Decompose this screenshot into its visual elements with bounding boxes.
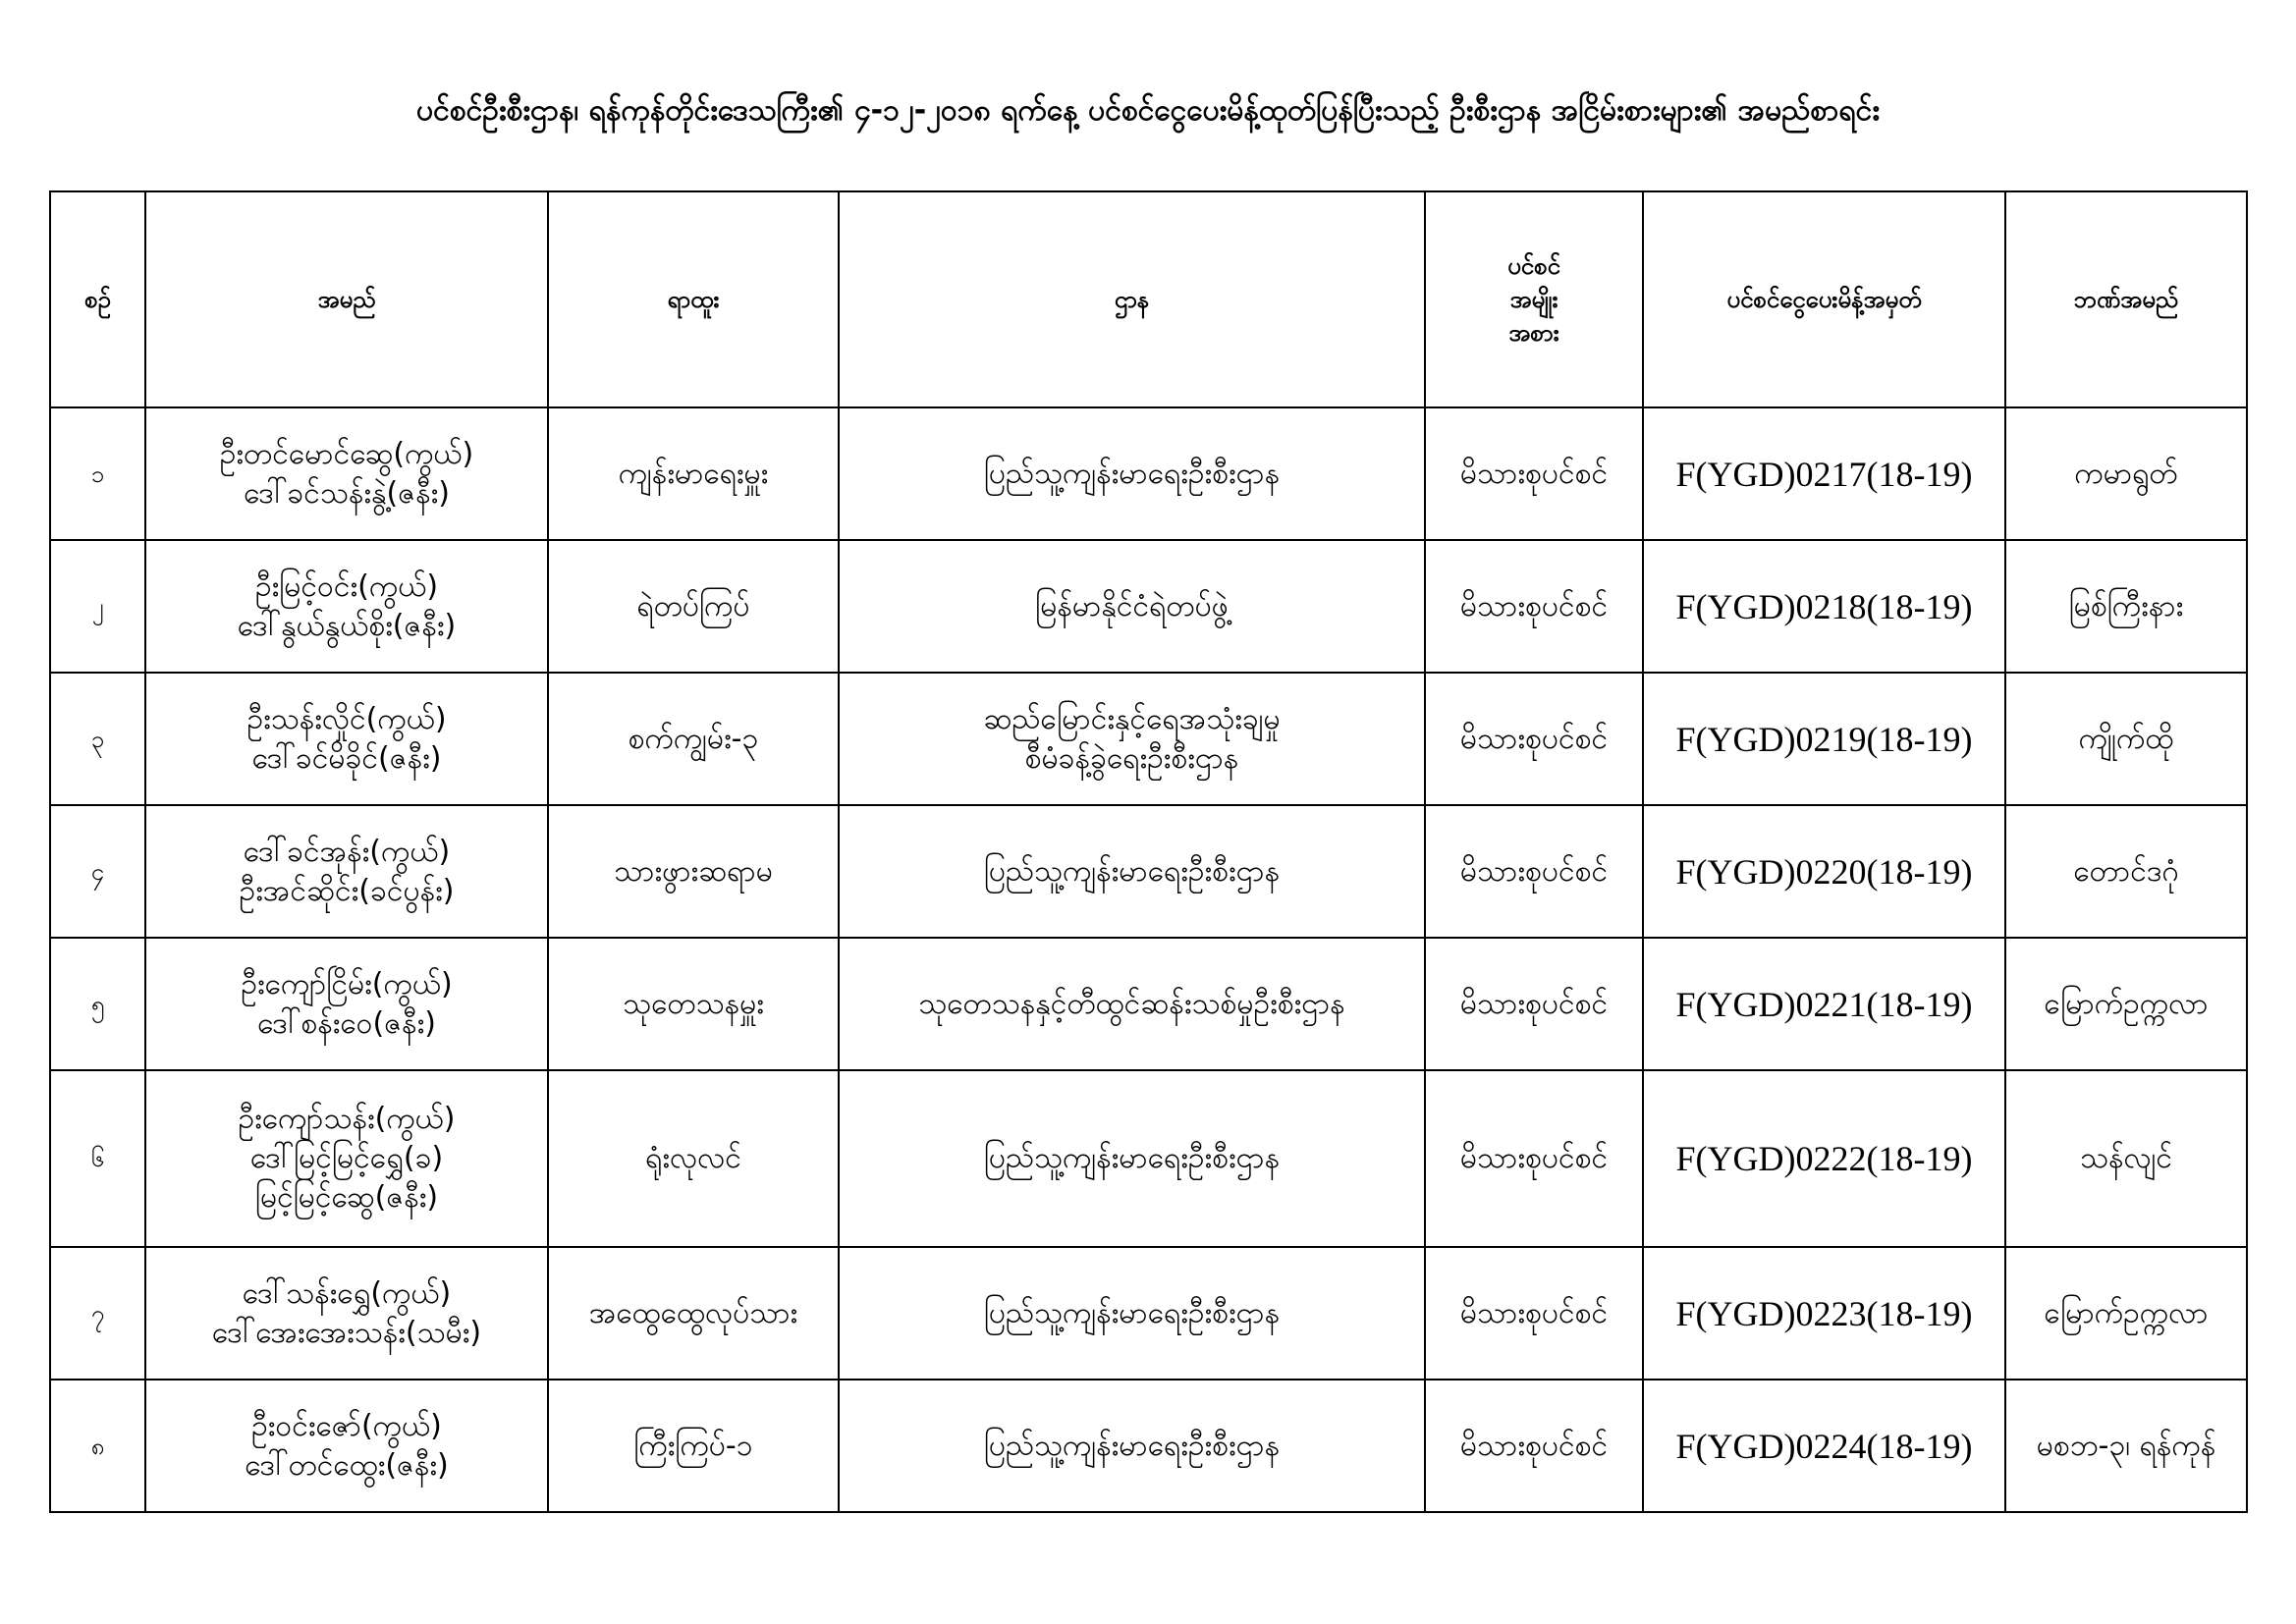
cell-department [839, 1070, 1425, 1247]
cell-rank: ရုံးလုလင် [548, 1070, 839, 1247]
cell-pension-type: မိသားစုပင်စင် [1425, 805, 1643, 938]
cell-no: ၆ [50, 1070, 145, 1247]
name-line: ဦးကျော်ငြိမ်း(ကွယ်) [241, 966, 453, 1001]
cell-no: ၄ [50, 805, 145, 938]
cell-department [839, 540, 1425, 673]
header-department: ဌာန [839, 191, 1425, 407]
cell-department [839, 1247, 1425, 1380]
cell-department [839, 805, 1425, 938]
pension-table [49, 190, 2248, 1513]
cell-pension-type: မိသားစုပင်စင် [1425, 938, 1643, 1070]
name-line: ဦးတင်မောင်ဆွေ(ကွယ်) [219, 436, 474, 471]
table-row [50, 673, 2247, 805]
cell-bank: မစဘ-၃၊ ရန်ကုန် [2005, 1380, 2247, 1512]
header-order-number: ပင်စင်ငွေပေးမိန့်အမှတ် [1643, 191, 2005, 407]
table-row [50, 805, 2247, 938]
cell-pension-type: မိသားစုပင်စင် [1425, 540, 1643, 673]
table-row [50, 1247, 2247, 1380]
cell-name [145, 1247, 548, 1380]
cell-bank: မြောက်ဥက္ကလာ [2005, 1247, 2247, 1380]
name-line: ဦးဝင်းဇော်(ကွယ်) [251, 1408, 442, 1443]
header-pension-type [1425, 191, 1643, 407]
cell-name [145, 540, 548, 673]
cell-bank: တောင်ဒဂုံ [2005, 805, 2247, 938]
cell-name [145, 1380, 548, 1512]
cell-name [145, 673, 548, 805]
table-body [50, 407, 2247, 1512]
name-line: ဦးအင်ဆိုင်း(ခင်ပွန်း) [239, 873, 455, 908]
cell-order-number: F(YGD)0224(18-19) [1643, 1380, 2005, 1512]
cell-name [145, 805, 548, 938]
cell-order-number: F(YGD)0223(18-19) [1643, 1247, 2005, 1380]
cell-bank: မြောက်ဥက္ကလာ [2005, 938, 2247, 1070]
header-rank: ရာထူး [548, 191, 839, 407]
name-line: ဒေါ်တင်ထွေး(ဇနီး) [245, 1447, 449, 1483]
department-line: သုတေသနနှင့်တီထွင်ဆန်းသစ်မှုဦးစီးဌာန [918, 986, 1345, 1021]
name-line: ဒေါ်အေးအေးသန်း(သမီး) [211, 1315, 482, 1350]
table-row [50, 540, 2247, 673]
name-line: ဦးမြင့်ဝင်း(ကွယ်) [254, 568, 439, 604]
cell-rank: အထွေထွေလုပ်သား [548, 1247, 839, 1380]
header-no: စဉ် [50, 191, 145, 407]
name-line: ဦးသန်းလှိုင်(ကွယ်) [246, 701, 447, 736]
cell-department [839, 938, 1425, 1070]
table-row [50, 1070, 2247, 1247]
header-pension-type-line: ပင်စင် [1507, 252, 1560, 280]
document-title: ပင်စင်ဦးစီးဌာန၊ ရန်ကုန်တိုင်းဒေသကြီး၏ ၄-၁၂-၂၀၁၈ ရက်နေ့ ပင်စင်ငွေပေးမိန့်ထုတ်ပြန်ပြီးသည့် ဦးစီးဌာန အငြိမ်းစားများ၏ အမည်စာရင်း [416, 93, 1880, 128]
cell-order-number: F(YGD)0218(18-19) [1643, 540, 2005, 673]
cell-department [839, 1380, 1425, 1512]
name-line: ဒေါ်ခင်မိခိုင်(ဇနီး) [251, 740, 442, 776]
header-pension-type-line: အစား [1508, 319, 1559, 347]
cell-order-number: F(YGD)0220(18-19) [1643, 805, 2005, 938]
cell-department [839, 407, 1425, 540]
name-line: ဒေါ်နွယ်နွယ်စိုး(ဇနီး) [237, 608, 457, 643]
cell-pension-type: မိသားစုပင်စင် [1425, 407, 1643, 540]
header-pension-type-line: အမျိုး [1509, 286, 1558, 313]
cell-order-number: F(YGD)0222(18-19) [1643, 1070, 2005, 1247]
cell-no: ၁ [50, 407, 145, 540]
cell-department [839, 673, 1425, 805]
cell-name [145, 407, 548, 540]
name-line: ဒေါ်ခင်သန်းနွဲ့(ဇနီး) [244, 475, 450, 511]
cell-order-number: F(YGD)0221(18-19) [1643, 938, 2005, 1070]
cell-pension-type: မိသားစုပင်စင် [1425, 1247, 1643, 1380]
table-header-row [50, 191, 2247, 407]
cell-no: ၅ [50, 938, 145, 1070]
header-bank: ဘဏ်အမည် [2005, 191, 2247, 407]
cell-bank: မြစ်ကြီးနား [2005, 540, 2247, 673]
cell-bank: ကမာရွတ် [2005, 407, 2247, 540]
cell-name [145, 1070, 548, 1247]
header-name: အမည် [145, 191, 548, 407]
name-line: မြင့်မြင့်ဆွေ(ဇနီး) [254, 1180, 439, 1215]
department-line: ပြည်သူ့ကျန်းမာရေးဦးစီးဌာန [983, 1428, 1281, 1463]
cell-bank: ကျိုက်ထို [2005, 673, 2247, 805]
cell-no: ၃ [50, 673, 145, 805]
cell-order-number: F(YGD)0219(18-19) [1643, 673, 2005, 805]
department-line: စီမံခန့်ခွဲရေးဦးစီးဌာန [1024, 740, 1239, 776]
name-line: ဒေါ်မြင့်မြင့်ရွှေ(ခ) [249, 1141, 444, 1175]
cell-bank: သန်လျင် [2005, 1070, 2247, 1247]
name-line: ဒေါ်ခင်အုန်း(ကွယ်) [243, 834, 451, 869]
table-row [50, 407, 2247, 540]
department-line: ပြည်သူ့ကျန်းမာရေးဦးစီးဌာန [983, 1141, 1281, 1175]
cell-rank: သားဖွားဆရာမ [548, 805, 839, 938]
department-line: ပြည်သူ့ကျန်းမာရေးဦးစီးဌာန [983, 853, 1281, 889]
cell-order-number: F(YGD)0217(18-19) [1643, 407, 2005, 540]
cell-rank: ကျန်းမာရေးမှူး [548, 407, 839, 540]
cell-name [145, 938, 548, 1070]
table-row [50, 1380, 2247, 1512]
cell-no: ၂ [50, 540, 145, 673]
department-line: ပြည်သူ့ကျန်းမာရေးဦးစီးဌာန [983, 1295, 1281, 1330]
cell-rank: သုတေသနမှူး [548, 938, 839, 1070]
cell-no: ၇ [50, 1247, 145, 1380]
table-row [50, 938, 2247, 1070]
cell-pension-type: မိသားစုပင်စင် [1425, 1070, 1643, 1247]
cell-pension-type: မိသားစုပင်စင် [1425, 673, 1643, 805]
department-line: ပြည်သူ့ကျန်းမာရေးဦးစီးဌာန [983, 456, 1281, 491]
department-line: မြန်မာနိုင်ငံရဲတပ်ဖွဲ့ [1035, 588, 1229, 623]
name-line: ဦးကျော်သန်း(ကွယ်) [238, 1102, 456, 1136]
department-line: ဆည်မြောင်းနှင့်ရေအသုံးချမှု [983, 701, 1281, 736]
cell-rank: ကြီးကြပ်-၁ [548, 1380, 839, 1512]
name-line: ဒေါ်သန်းရွှေ(ကွယ်) [242, 1275, 452, 1311]
cell-pension-type: မိသားစုပင်စင် [1425, 1380, 1643, 1512]
name-line: ဒေါ်စန်းဝေ(ဇနီး) [257, 1005, 436, 1041]
cell-no: ၈ [50, 1380, 145, 1512]
cell-rank: ရဲတပ်ကြပ် [548, 540, 839, 673]
cell-rank: စက်ကျွမ်း-၃ [548, 673, 839, 805]
